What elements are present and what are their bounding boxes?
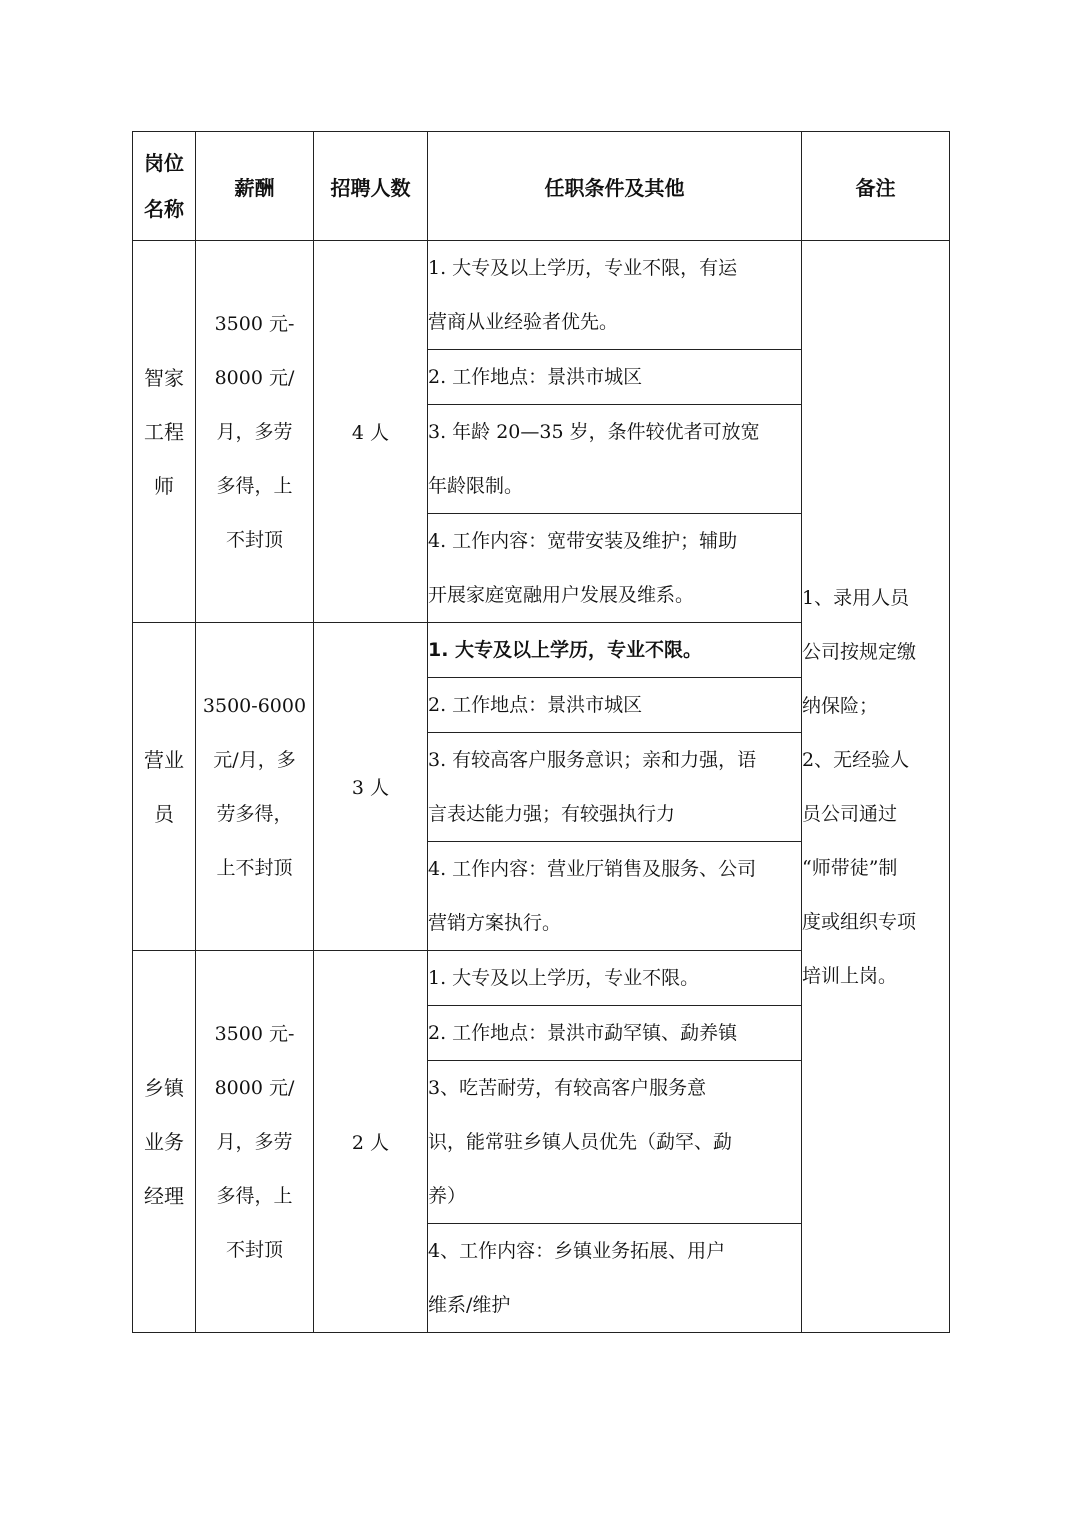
header-remarks: 备注 <box>802 132 950 241</box>
condition-line: 营销方案执行。 <box>428 912 562 934</box>
header-salary: 薪酬 <box>196 132 314 241</box>
job-name-line: 经理 <box>144 1183 184 1208</box>
headcount-cell: 4 人 <box>314 241 428 623</box>
salary-cell <box>196 241 314 623</box>
condition-line: 言表达能力强；有较强执行力 <box>428 803 676 825</box>
remark-line: 公司按规定缴 <box>802 640 917 663</box>
remark-line: 员公司通过 <box>802 802 898 825</box>
condition-line: 年龄限制。 <box>428 475 524 497</box>
condition-cell <box>428 1224 802 1333</box>
condition-cell <box>428 623 802 678</box>
salary-line: 多得，上 <box>216 1184 293 1207</box>
header-headcount: 招聘人数 <box>314 132 428 241</box>
remark-line: 纳保险； <box>802 694 879 717</box>
remark-line: 2、无经验人 <box>802 748 910 771</box>
salary-line: 不封顶 <box>225 528 283 551</box>
condition-line: 4. 工作内容：营业厅销售及服务、公司 <box>428 858 757 880</box>
header-requirements: 任职条件及其他 <box>428 132 802 241</box>
header-position-name-line1: 岗位 <box>144 151 184 175</box>
salary-line: 不封顶 <box>225 1238 283 1261</box>
job-name-line: 员 <box>154 801 174 826</box>
job-name-line: 智家 <box>144 365 184 390</box>
condition-cell <box>428 733 802 842</box>
recruitment-table <box>132 131 950 1333</box>
job-name-cell <box>133 951 196 1333</box>
condition-line: 1. 大专及以上学历，专业不限。 <box>428 639 703 661</box>
condition-line: 4、工作内容：乡镇业务拓展、用户 <box>428 1240 726 1262</box>
salary-line: 月，多劳 <box>216 1130 293 1153</box>
condition-cell <box>428 405 802 514</box>
job-name-line: 业务 <box>144 1129 184 1154</box>
condition-line: 识，能常驻乡镇人员优先（勐罕、勐 <box>428 1131 733 1153</box>
job-name-line: 乡镇 <box>144 1075 184 1100</box>
condition-cell <box>428 842 802 951</box>
salary-line: 上不封顶 <box>216 856 293 879</box>
salary-line: 元/月，多 <box>213 748 296 771</box>
header-position-name-line2: 名称 <box>144 197 184 221</box>
remark-line: 度或组织专项 <box>802 910 917 933</box>
headcount-cell: 2 人 <box>314 951 428 1333</box>
condition-line: 3、吃苦耐劳，有较高客户服务意 <box>428 1077 707 1099</box>
salary-line: 8000 元/ <box>214 366 295 389</box>
remark-line: “师带徒”制 <box>802 856 898 879</box>
table-header-row <box>133 132 950 241</box>
job-name-line: 营业 <box>144 747 184 772</box>
job-name-line: 师 <box>154 473 174 498</box>
table-row <box>133 241 950 350</box>
condition-cell <box>428 951 802 1006</box>
salary-line: 8000 元/ <box>214 1076 295 1099</box>
salary-line: 劳多得， <box>216 802 293 825</box>
condition-cell <box>428 678 802 733</box>
condition-cell <box>428 241 802 350</box>
condition-cell <box>428 1061 802 1224</box>
job-name-cell <box>133 241 196 623</box>
condition-line: 养） <box>428 1185 467 1207</box>
salary-cell <box>196 951 314 1333</box>
header-position-name <box>133 132 196 241</box>
condition-cell <box>428 1006 802 1061</box>
condition-line: 4. 工作内容：宽带安装及维护；辅助 <box>428 530 738 552</box>
remarks-cell <box>802 241 950 1333</box>
condition-line: 2. 工作地点：景洪市城区 <box>428 366 643 388</box>
condition-line: 1. 大专及以上学历，专业不限，有运 <box>428 257 738 279</box>
remark-line: 1、录用人员 <box>802 586 910 609</box>
salary-line: 3500 元- <box>214 1022 295 1045</box>
condition-line: 维系/维护 <box>428 1294 511 1316</box>
salary-line: 3500 元- <box>214 312 295 335</box>
condition-line: 3. 年龄 20—35 岁，条件较优者可放宽 <box>428 421 760 443</box>
salary-cell <box>196 623 314 951</box>
salary-line: 多得，上 <box>216 474 293 497</box>
condition-cell <box>428 350 802 405</box>
condition-line: 3. 有较高客户服务意识；亲和力强，语 <box>428 749 757 771</box>
condition-cell <box>428 514 802 623</box>
condition-line: 1. 大专及以上学历，专业不限。 <box>428 967 700 989</box>
headcount-cell: 3 人 <box>314 623 428 951</box>
condition-line: 2. 工作地点：景洪市城区 <box>428 694 643 716</box>
salary-line: 月，多劳 <box>216 420 293 443</box>
condition-line: 营商从业经验者优先。 <box>428 311 619 333</box>
job-name-line: 工程 <box>144 419 184 444</box>
salary-line: 3500-6000 <box>202 694 307 717</box>
condition-line: 2. 工作地点：景洪市勐罕镇、勐养镇 <box>428 1022 738 1044</box>
job-name-cell <box>133 623 196 951</box>
condition-line: 开展家庭宽融用户发展及维系。 <box>428 584 695 606</box>
remark-line: 培训上岗。 <box>802 964 898 987</box>
